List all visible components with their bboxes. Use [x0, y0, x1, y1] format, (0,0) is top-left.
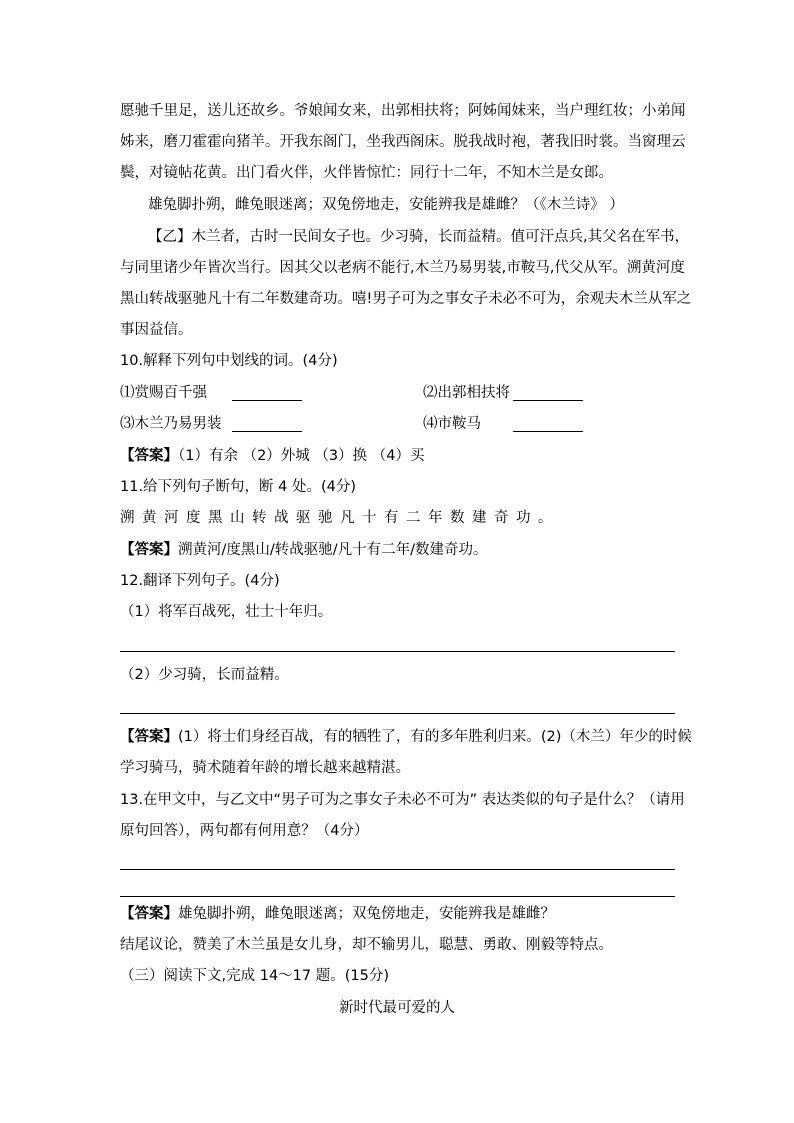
q10-blank-4[interactable]: [513, 431, 583, 432]
q10-item-1: ⑴赏赐百千强: [120, 385, 207, 401]
passage-b-line-2: 与同里诸少年皆次当行。因其父以老病不能行,木兰乃易男装,市鞍马,代父从军。溯黄河度: [120, 260, 685, 276]
q13-answer-text-1: 雄兔脚扑朔，雌兔眼迷离；双兔傍地走，安能辨我是雄雌？: [178, 906, 555, 922]
q12-answer-line-2[interactable]: [120, 713, 675, 714]
q12-answer-2: 学习骑马，骑术随着年龄的增长越来越精湛。: [120, 760, 410, 776]
q12-answer-1: [120, 727, 692, 747]
passage-b-line-3: 黑山转战驱驰凡十有二年数建奇功。嘻!男子可为之事女子未必不可为，余观夫木兰从军之: [120, 291, 692, 307]
section-3-heading: （三）阅读下文,完成 14～17 题。(15分): [120, 968, 389, 984]
q11-sentence: 溯黄河度黑山转战驱驰凡十有二年数建奇功。: [120, 510, 560, 526]
q12-item-2: （2）少习骑，长而益精。: [120, 667, 289, 683]
q12-title: 12.翻译下列句子。(4分): [120, 573, 280, 589]
q11-answer-text: 溯黄河/度黑山/转战驱驰/凡十有二年/数建奇功。: [178, 542, 488, 558]
q13-title-2: 原句回答），两句都有何用意？（4分）: [120, 823, 369, 839]
q10-blank-1[interactable]: [232, 400, 302, 401]
q10-blank-3[interactable]: [232, 431, 302, 432]
q10-blank-2[interactable]: [513, 400, 583, 401]
answer-label: 【答案】: [120, 906, 178, 922]
passage-b-line-4: 事因益信。: [120, 322, 193, 338]
q10-item-2: ⑵出郭相扶将: [423, 385, 510, 401]
q12-item-1: （1）将军百战死，壮士十年归。: [120, 604, 333, 620]
poem-line-1: 愿驰千里足，送儿还故乡。爷娘闻女来，出郭相扶将；阿姊闻妹来，当户理红妆；小弟闻: [120, 103, 686, 119]
article-title: 新时代最可爱的人: [339, 1000, 455, 1016]
poem-line-3: 鬓，对镜帖花黄。出门看火伴，火伴皆惊忙：同行十二年，不知木兰是女郎。: [120, 165, 613, 181]
q10-answer-text: （1）有余 （2）外城 （3）换 （4）买: [178, 448, 425, 464]
q11-answer: [120, 540, 488, 560]
q13-answer-line-1[interactable]: [120, 869, 675, 870]
q13-title-1: 13.在甲文中，与乙文中“男子可为之事女子未必不可为” 表达类似的句子是什么？（请用: [120, 792, 685, 808]
poem-line-4: 雄兔脚扑朔，雌兔眼迷离；双兔傍地走，安能辨我是雄雌？（《木兰诗》 ）: [148, 197, 624, 213]
q12-answer-line-1[interactable]: [120, 651, 675, 652]
q12-answer-text-1: (1）将士们身经百战，有的牺牲了，有的多年胜利归来。(2)（木兰）年少的时候: [178, 729, 692, 745]
poem-line-2: 姊来，磨刀霍霍向猪羊。开我东阁门，坐我西阁床。脱我战时袍，著我旧时裳。当窗理云: [120, 134, 686, 150]
q13-answer-1: [120, 904, 555, 924]
passage-b-line-1: 【乙】木兰者，古时一民间女子也。少习骑，长而益精。值可汗点兵,其父名在军书，: [148, 229, 690, 245]
q10-answer: [120, 446, 424, 466]
q13-answer-2: 结尾议论，赞美了木兰虽是女儿身，却不输男儿，聪慧、勇敢、刚毅等特点。: [120, 937, 613, 953]
q13-answer-line-2[interactable]: [120, 896, 675, 897]
q11-title: 11.给下列句子断句，断 4 处。(4分): [120, 479, 357, 495]
q10-item-3: ⑶木兰乃易男装: [120, 416, 222, 432]
answer-label: 【答案】: [120, 448, 178, 464]
answer-label: 【答案】: [120, 542, 178, 558]
q10-title: 10.解释下列句中划线的词。(4分): [120, 353, 338, 369]
q10-item-4: ⑷市鞍马: [423, 416, 481, 432]
answer-label: 【答案】: [120, 729, 178, 745]
